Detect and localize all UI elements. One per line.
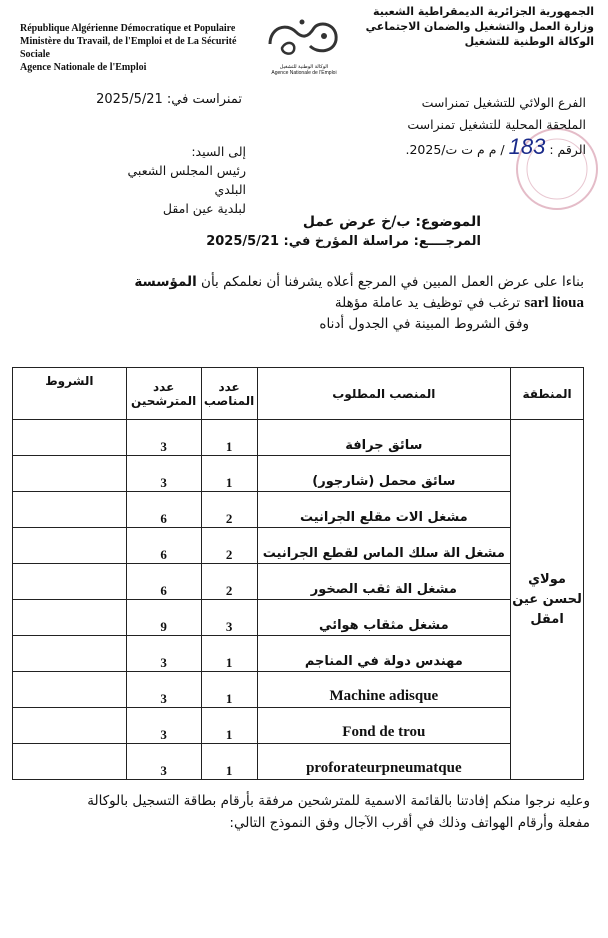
- table-row: [13, 420, 584, 456]
- post-cell: سائق جرافة: [257, 420, 511, 456]
- header-ar-line2: وزارة العمل والتشغيل والضمان الاجتماعي: [365, 20, 594, 33]
- table-row: [13, 744, 584, 780]
- reference-number: 183: [508, 134, 546, 159]
- body-paragraph: [44, 272, 584, 335]
- body-line2-text: ترغب في توظيف يد عاملة مؤهلة: [334, 295, 521, 311]
- conditions-cell: [13, 708, 127, 744]
- closing-line1: وعليه نرجوا منكم إفادتنا بالقائمة الاسمية للمترشحين مرفقة بأرقام بطاقة التسجيل بالوكالة: [87, 793, 590, 809]
- table-row: [13, 492, 584, 528]
- posts-cell: 1: [201, 708, 257, 744]
- post-cell: مشغل الة سلك الماس لقطع الجرانيت: [257, 528, 511, 564]
- header-fr: [20, 22, 260, 74]
- date-line: تمنراست في: 2025/5/21: [96, 92, 242, 107]
- header-ar-line1: الجمهورية الجزائرية الديمقراطية الشعبية: [373, 5, 594, 18]
- header-fr-line1: République Algérienne Démocratique et Populaire: [20, 23, 236, 34]
- table-row: [13, 564, 584, 600]
- subject-block: [181, 212, 481, 252]
- subject-label: الموضوع:: [415, 214, 481, 230]
- subject-ref-label: المرجــــع:: [413, 234, 481, 249]
- posts-cell: 2: [201, 564, 257, 600]
- table-body: [13, 420, 584, 780]
- posts-cell: 1: [201, 636, 257, 672]
- job-offer-table: [12, 367, 584, 780]
- conditions-cell: [13, 744, 127, 780]
- posts-cell: 2: [201, 492, 257, 528]
- table-row: [13, 528, 584, 564]
- post-cell: proforateurpneumatque: [257, 744, 511, 780]
- logo-caption-ar: الوكالة الوطنية للتشغيل: [279, 64, 329, 70]
- closing-paragraph: [15, 790, 590, 834]
- post-cell: مهندس دولة في المناجم: [257, 636, 511, 672]
- conditions-cell: [13, 600, 127, 636]
- header-fr-line3: Agence Nationale de l'Emploi: [20, 62, 147, 73]
- posts-cell: 1: [201, 456, 257, 492]
- subject-line: [181, 212, 481, 232]
- candidates-cell: 3: [126, 420, 201, 456]
- conditions-cell: [13, 528, 127, 564]
- conditions-cell: [13, 672, 127, 708]
- sender-line2: الملحقة المحلية للتشغيل تمنراست: [407, 117, 586, 132]
- candidates-cell: 3: [126, 744, 201, 780]
- recipient-title: رئيس المجلس الشعبي البلدي: [127, 163, 246, 197]
- post-cell: مشغل مثقاب هوائي: [257, 600, 511, 636]
- body-line1-text: بناءا على عرض العمل المبين في المرجع أعلاه يشرفنا أن نعلمكم بأن: [201, 274, 584, 290]
- candidates-cell: 3: [126, 672, 201, 708]
- table-row: [13, 708, 584, 744]
- post-cell: مشغل الات مقلع الجرانيت: [257, 492, 511, 528]
- posts-cell: 1: [201, 672, 257, 708]
- region-cell: مولاي لحسن عين امقل: [511, 420, 584, 780]
- header-candidates-count: عدد المترشحين: [126, 368, 201, 420]
- conditions-cell: [13, 564, 127, 600]
- posts-cell: 2: [201, 528, 257, 564]
- header-ar: [334, 4, 594, 49]
- post-cell: Fond de trou: [257, 708, 511, 744]
- header-fr-line2: Ministère du Travail, de l'Emploi et de La Sécurité Sociale: [20, 36, 237, 60]
- body-line3: وفق الشروط المبينة في الجدول أدناه: [319, 316, 529, 332]
- candidates-cell: 6: [126, 492, 201, 528]
- table-row: [13, 636, 584, 672]
- subject-ref-value: مراسلة المؤرخ في: 2025/5/21: [206, 234, 410, 249]
- post-cell: سائق محمل (شارجور): [257, 456, 511, 492]
- conditions-cell: [13, 456, 127, 492]
- candidates-cell: 3: [126, 456, 201, 492]
- sender-line1: الفرع الولائي للتشغيل تمنراست: [421, 95, 586, 110]
- header-post: المنصب المطلوب: [257, 368, 511, 420]
- reference-suffix: / م م ت ت/2025.: [405, 142, 505, 157]
- conditions-cell: [13, 636, 127, 672]
- candidates-cell: 3: [126, 636, 201, 672]
- company-name: sarl lioua: [524, 295, 584, 311]
- closing-line2: مفعلة وأرقام الهواتف وذلك في أقرب الآجال وفق النموذج التالي:: [229, 815, 590, 831]
- candidates-cell: 6: [126, 528, 201, 564]
- subject-value: ب/خ عرض عمل: [302, 214, 411, 230]
- table-row: [13, 672, 584, 708]
- candidates-cell: 6: [126, 564, 201, 600]
- conditions-cell: [13, 420, 127, 456]
- candidates-cell: 9: [126, 600, 201, 636]
- posts-cell: 1: [201, 420, 257, 456]
- recipient-block: [96, 142, 246, 218]
- posts-cell: 3: [201, 600, 257, 636]
- candidates-cell: 3: [126, 708, 201, 744]
- conditions-cell: [13, 492, 127, 528]
- reference-label: الرقم :: [549, 142, 586, 157]
- header-posts-count: عدد المناصب: [201, 368, 257, 420]
- posts-cell: 1: [201, 744, 257, 780]
- table-header-row: [13, 368, 584, 420]
- header-ar-line3: الوكالة الوطنية للتشغيل: [464, 35, 594, 48]
- recipient-place: لبلدية عين امقل: [162, 201, 246, 216]
- logo-caption-fr: Agence Nationale de l'Emploi: [271, 70, 337, 76]
- body-line2: [44, 293, 584, 314]
- sender-block: [356, 92, 586, 161]
- subject-ref-line: [181, 232, 481, 252]
- table-row: [13, 600, 584, 636]
- table-row: [13, 456, 584, 492]
- body-line1: [44, 272, 584, 293]
- header-conditions: الشروط: [13, 368, 127, 420]
- body-line1-company-label: المؤسسة: [134, 274, 197, 290]
- recipient-to-label: إلى السيد:: [191, 144, 246, 159]
- reference-line: [356, 136, 586, 161]
- post-cell: Machine adisque: [257, 672, 511, 708]
- post-cell: مشغل الة ثقب الصخور: [257, 564, 511, 600]
- header-region: المنطقة: [511, 368, 584, 420]
